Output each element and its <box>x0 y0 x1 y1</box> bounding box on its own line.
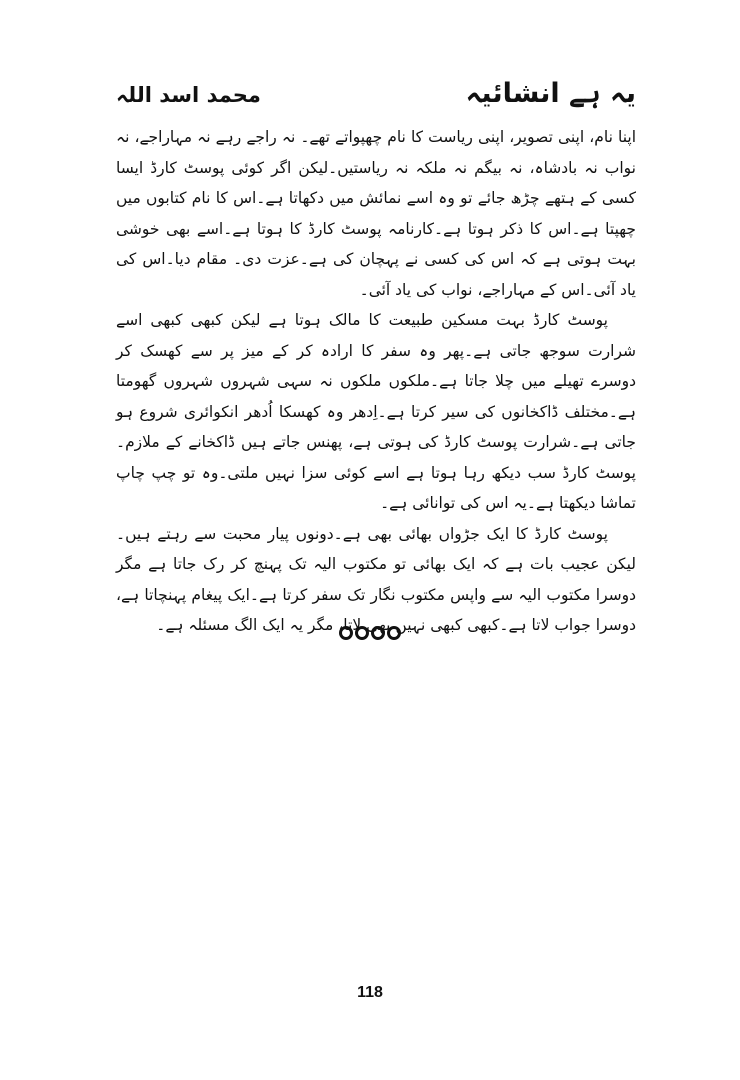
ring-ornament-icon <box>355 626 369 640</box>
paragraph-3: پوسٹ کارڈ کا ایک جڑواں بھائی بھی ہے۔دونوں پیار محبت سے رہتے ہیں۔لیکن عجیب بات ہے کہ ایک بھائی تو مکتوب الیہ تک پہنچ کر رک جاتا ہے مگر دوسرا مکتوب الیہ سے واپس مکتوب نگار تک سفر کرتا ہے۔ایک پیغام پہنچاتا ہے، دوسرا جواب لاتا ہے۔کبھی کبھی نہیں بھی لاتا، مگر یہ ایک الگ مسئلہ ہے۔ <box>116 524 636 634</box>
essay-body <box>116 122 636 641</box>
page-header <box>116 74 636 116</box>
ring-ornament-icon <box>371 626 385 640</box>
essay-title: یہ ہے انشائیہ <box>465 78 636 109</box>
paragraph-1: اپنا نام، اپنی تصویر، اپنی ریاست کا نام چھپواتے تھے۔ نہ راجے رہے نہ مہاراجے، نہ نواب نہ بادشاہ، نہ بیگم نہ ملکہ نہ ریاستیں۔لیکن اگر کوئی پوسٹ کارڈ ایسا کسی کے ہتھے چڑھ جائے تو وہ اسے نمائش میں دکھاتا ہے۔اس کا نام کتابوں میں چھپتا ہے۔اس کا ذکر ہوتا ہے۔کارنامہ پوسٹ کارڈ کا ہوتا ہے۔اسے بھی خوشی بہت ہوتی ہے کہ اس کی کسی نے پہچان کی ہے۔عزت دی۔ مقام دیا۔اس کی یاد آئی۔اس کے مہاراجے، نواب کی یاد آئی۔ <box>116 128 636 299</box>
ring-ornament-icon <box>387 626 401 640</box>
ring-ornament-icon <box>339 626 353 640</box>
paragraph-2: پوسٹ کارڈ بہت مسکین طبیعت کا مالک ہوتا ہے لیکن کبھی کبھی اسے شرارت سوجھ جاتی ہے۔پھر وہ سفر کا ارادہ کر کے میز پر سے کھسک کر دوسرے تھیلے میں چلا جاتا ہے۔ملکوں ملکوں نہ سہی شہروں شہروں گھومتا ہے۔مختلف ڈاکخانوں کی سیر کرتا ہے۔اِدھر وہ کھسکا اُدھر انکوائری شروع ہو جاتی ہے۔شرارت پوسٹ کارڈ کی ہوتی ہے، پھنس جاتے ہیں ڈاکخانے کے ملازم۔پوسٹ کارڈ سب دیکھ رہا ہوتا ہے اسے کوئی سزا نہیں ملتی۔وہ تو چپ چاپ تماشا دیکھتا ہے۔یہ اس کی توانائی ہے۔ <box>116 311 636 512</box>
section-end-ornament <box>0 622 740 641</box>
page-number: 118 <box>357 984 383 1001</box>
author-name: محمد اسد اللہ <box>116 83 261 107</box>
